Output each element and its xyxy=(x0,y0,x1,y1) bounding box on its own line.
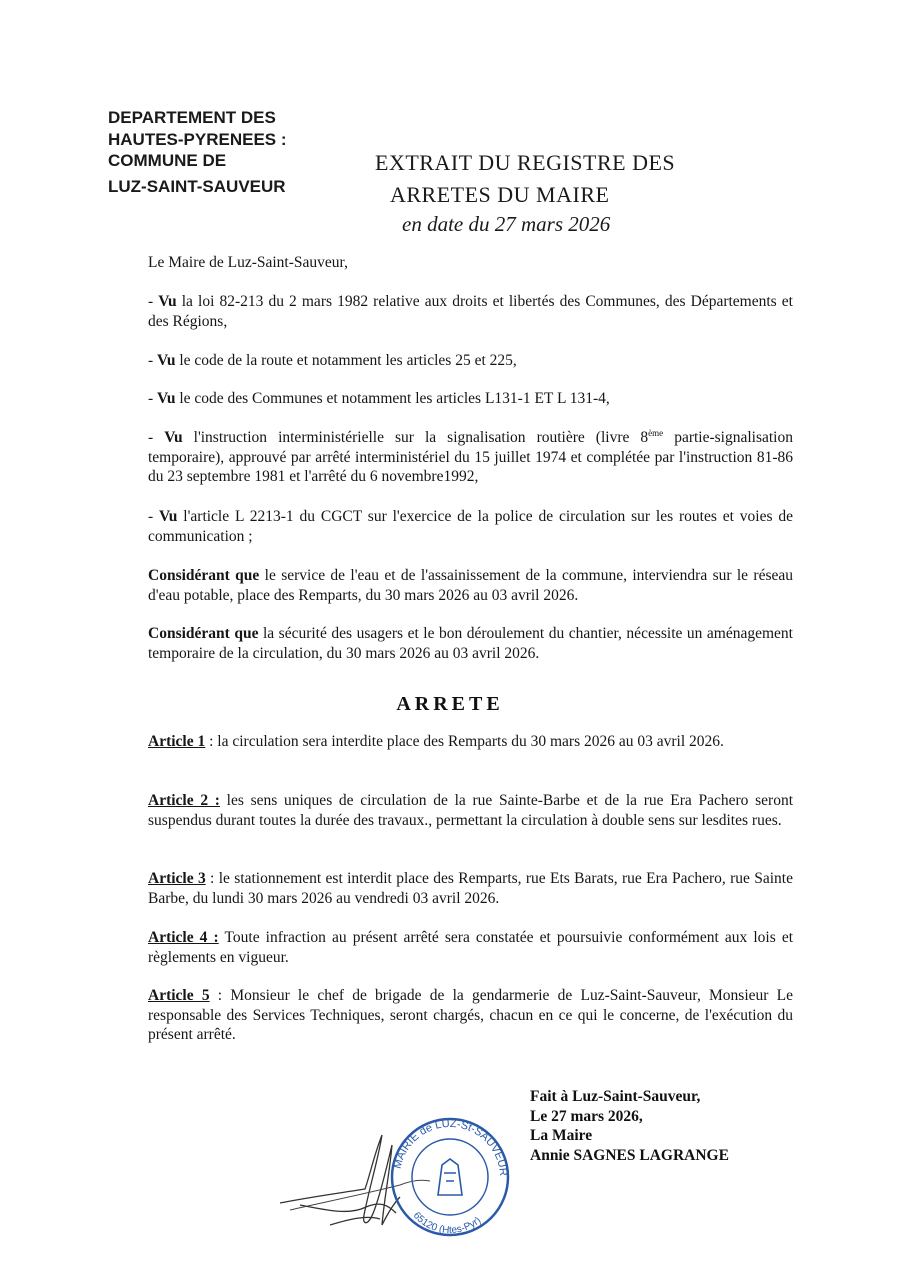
intro-line: Le Maire de Luz-Saint-Sauveur, xyxy=(148,254,348,271)
signature-date: Le 27 mars 2026, xyxy=(530,1107,643,1125)
considerant-paragraph-1: Considérant que le service de l'eau et de l'assainissement de la commune, interviendra sur le réseau d'eau potable, place des Remparts, du 30 mars 2026 au 03 avril 2026. xyxy=(148,567,793,604)
vu-paragraph-5: - Vu l'article L 2213-1 du CGCT sur l'exercice de la police de circulation sur les routes et voies de communication ; xyxy=(148,508,793,545)
considerant-paragraph-2: Considérant que la sécurité des usagers et le bon déroulement du chantier, nécessite un aménagement temporaire de la circulation, du 30 mars 2026 au 03 avril 2026. xyxy=(148,625,793,662)
document-title xyxy=(360,150,740,237)
stamp-text-bottom: 65120 (Htes-Pyr) xyxy=(410,1210,484,1237)
signature-place: Fait à Luz-Saint-Sauveur, xyxy=(530,1088,701,1105)
department-line-1: DEPARTEMENT DES xyxy=(108,108,276,127)
stamp-text-top: MAIRIE de LUZ-St-SAUVEUR xyxy=(391,1117,510,1177)
title-line-1: EXTRAIT DU REGISTRE DES xyxy=(375,150,676,175)
signature-block xyxy=(530,1087,770,1165)
signature-scribble xyxy=(280,1135,400,1225)
vu-paragraph-1: - Vu la loi 82-213 du 2 mars 1982 relative aux droits et libertés des Communes, des Départements et des Régions, xyxy=(148,293,793,330)
signature-and-stamp xyxy=(270,1115,530,1265)
vu-paragraph-4: - Vu l'instruction interministérielle sur la signalisation routière (livre 8ème partie-signalisation temporaire), approuvé par arrêté interministériel du 15 juillet 1974 et complétée par l'instruction 81-86 du 23 septembre 1981 et l'arrêté du 6 novembre1992, xyxy=(148,427,793,485)
arrete-heading: ARRETE xyxy=(396,693,504,715)
article-1: Article 1 : la circulation sera interdite place des Remparts du 30 mars 2026 au 03 avril 2026. xyxy=(148,733,724,750)
vu-paragraph-2: - Vu le code de la route et notamment les articles 25 et 225, xyxy=(148,352,517,369)
signature-role: La Maire xyxy=(530,1127,593,1144)
mairie-stamp xyxy=(392,1118,509,1236)
town-line: LUZ-SAINT-SAUVEUR xyxy=(108,176,286,196)
signature-name: Annie SAGNES LAGRANGE xyxy=(530,1146,729,1164)
commune-line: COMMUNE DE xyxy=(108,151,227,170)
department-header xyxy=(108,107,348,197)
article-3: Article 3 : le stationnement est interdit place des Remparts, rue Ets Barats, rue Era Pachero, rue Sainte Barbe, du lundi 30 mars 2026 au vendredi 03 avril 2026. xyxy=(148,870,793,907)
article-4: Article 4 : Toute infraction au présent arrêté sera constatée et poursuivie conformément aux lois et règlements en vigueur. xyxy=(148,929,793,966)
title-line-2: ARRETES DU MAIRE xyxy=(390,182,610,207)
article-2: Article 2 : les sens uniques de circulation de la rue Sainte-Barbe et de la rue Era Pachero seront suspendus durant toutes la durée des travaux., permettant la circulation à double sens sur lesdites rues. xyxy=(148,792,793,829)
article-5: Article 5 : Monsieur le chef de brigade de la gendarmerie de Luz-Saint-Sauveur, Monsieur Le responsable des Services Techniques, seront chargés, chacun en ce qui le concerne, de l'exécution du présent arrêté. xyxy=(148,987,793,1043)
vu-paragraph-3: - Vu le code des Communes et notamment les articles L131-1 ET L 131-4, xyxy=(148,390,610,407)
title-date: en date du 27 mars 2026 xyxy=(402,212,611,236)
department-line-2: HAUTES-PYRENEES : xyxy=(108,129,287,149)
stamp-emblem-icon xyxy=(438,1159,462,1195)
